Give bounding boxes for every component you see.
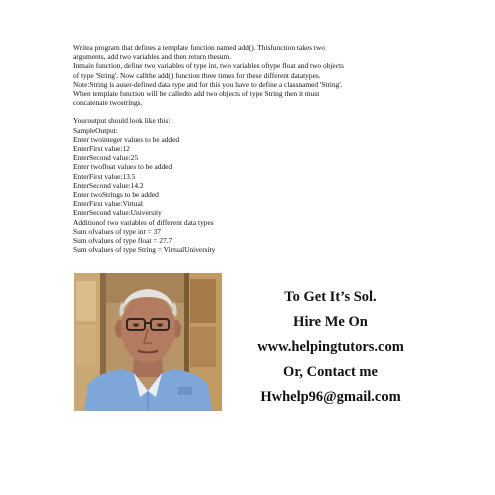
output-line: SampleOutput:: [73, 125, 118, 135]
problem-line: Writea program that defines a template function named add(). Thisfunction takes two: [73, 43, 325, 52]
output-line: Enter twoStrings to be added: [73, 190, 159, 200]
output-line: Additionof two variables of different data types: [73, 217, 214, 227]
output-line: Youroutput should look like this:: [73, 116, 171, 126]
assignment-document: [73, 43, 433, 254]
output-line: Sum ofvalues of type String = VirtualUniversity: [73, 245, 216, 255]
output-line: EnterSecond value:25: [73, 153, 139, 163]
output-line: EnterSecond value:University: [73, 208, 162, 218]
ad-hire-text: Hire Me On: [293, 314, 368, 330]
ad-website: www.helpingtutors.com: [257, 339, 404, 355]
paragraph-gap: [73, 107, 433, 116]
output-line: EnterFirst value:Virtual: [73, 199, 143, 209]
output-line: Enter twointeger values to be added: [73, 134, 180, 144]
problem-line: concatenate twostrings.: [73, 98, 143, 108]
problem-statement: [73, 43, 433, 107]
sample-output: [73, 116, 433, 254]
problem-line: Note:String is auser-defined data type and for this you have to define a classnamed 'String'.: [73, 79, 343, 89]
output-line: EnterSecond value:14.2: [73, 180, 144, 190]
output-line: Sum ofvalues of type float = 27.7: [73, 236, 173, 246]
output-line: EnterFirst value:12: [73, 144, 130, 154]
output-line: Sum ofvalues of type int = 37: [73, 226, 161, 236]
problem-line: arguments, add two variables and then return thesum.: [73, 52, 232, 62]
problem-line: of type 'String'. Now callthe add() function three times for these different datatypes.: [73, 70, 321, 80]
problem-line: When template function will be calledto add two objects of type String then it must: [73, 89, 320, 99]
problem-line: Inmain function, define two variables of type int, two variables oftype float and two objects: [73, 61, 344, 71]
tutor-photo: [74, 273, 222, 411]
ad-headline: To Get It’s Sol.: [284, 289, 377, 305]
output-line: Enter twofloat values to be added: [73, 162, 173, 172]
ad-contact-text: Or, Contact me: [283, 364, 378, 380]
output-line: EnterFirst value:13.5: [73, 171, 136, 181]
advertisement: [228, 285, 433, 410]
ad-email: Hwhelp96@gmail.com: [260, 389, 401, 405]
